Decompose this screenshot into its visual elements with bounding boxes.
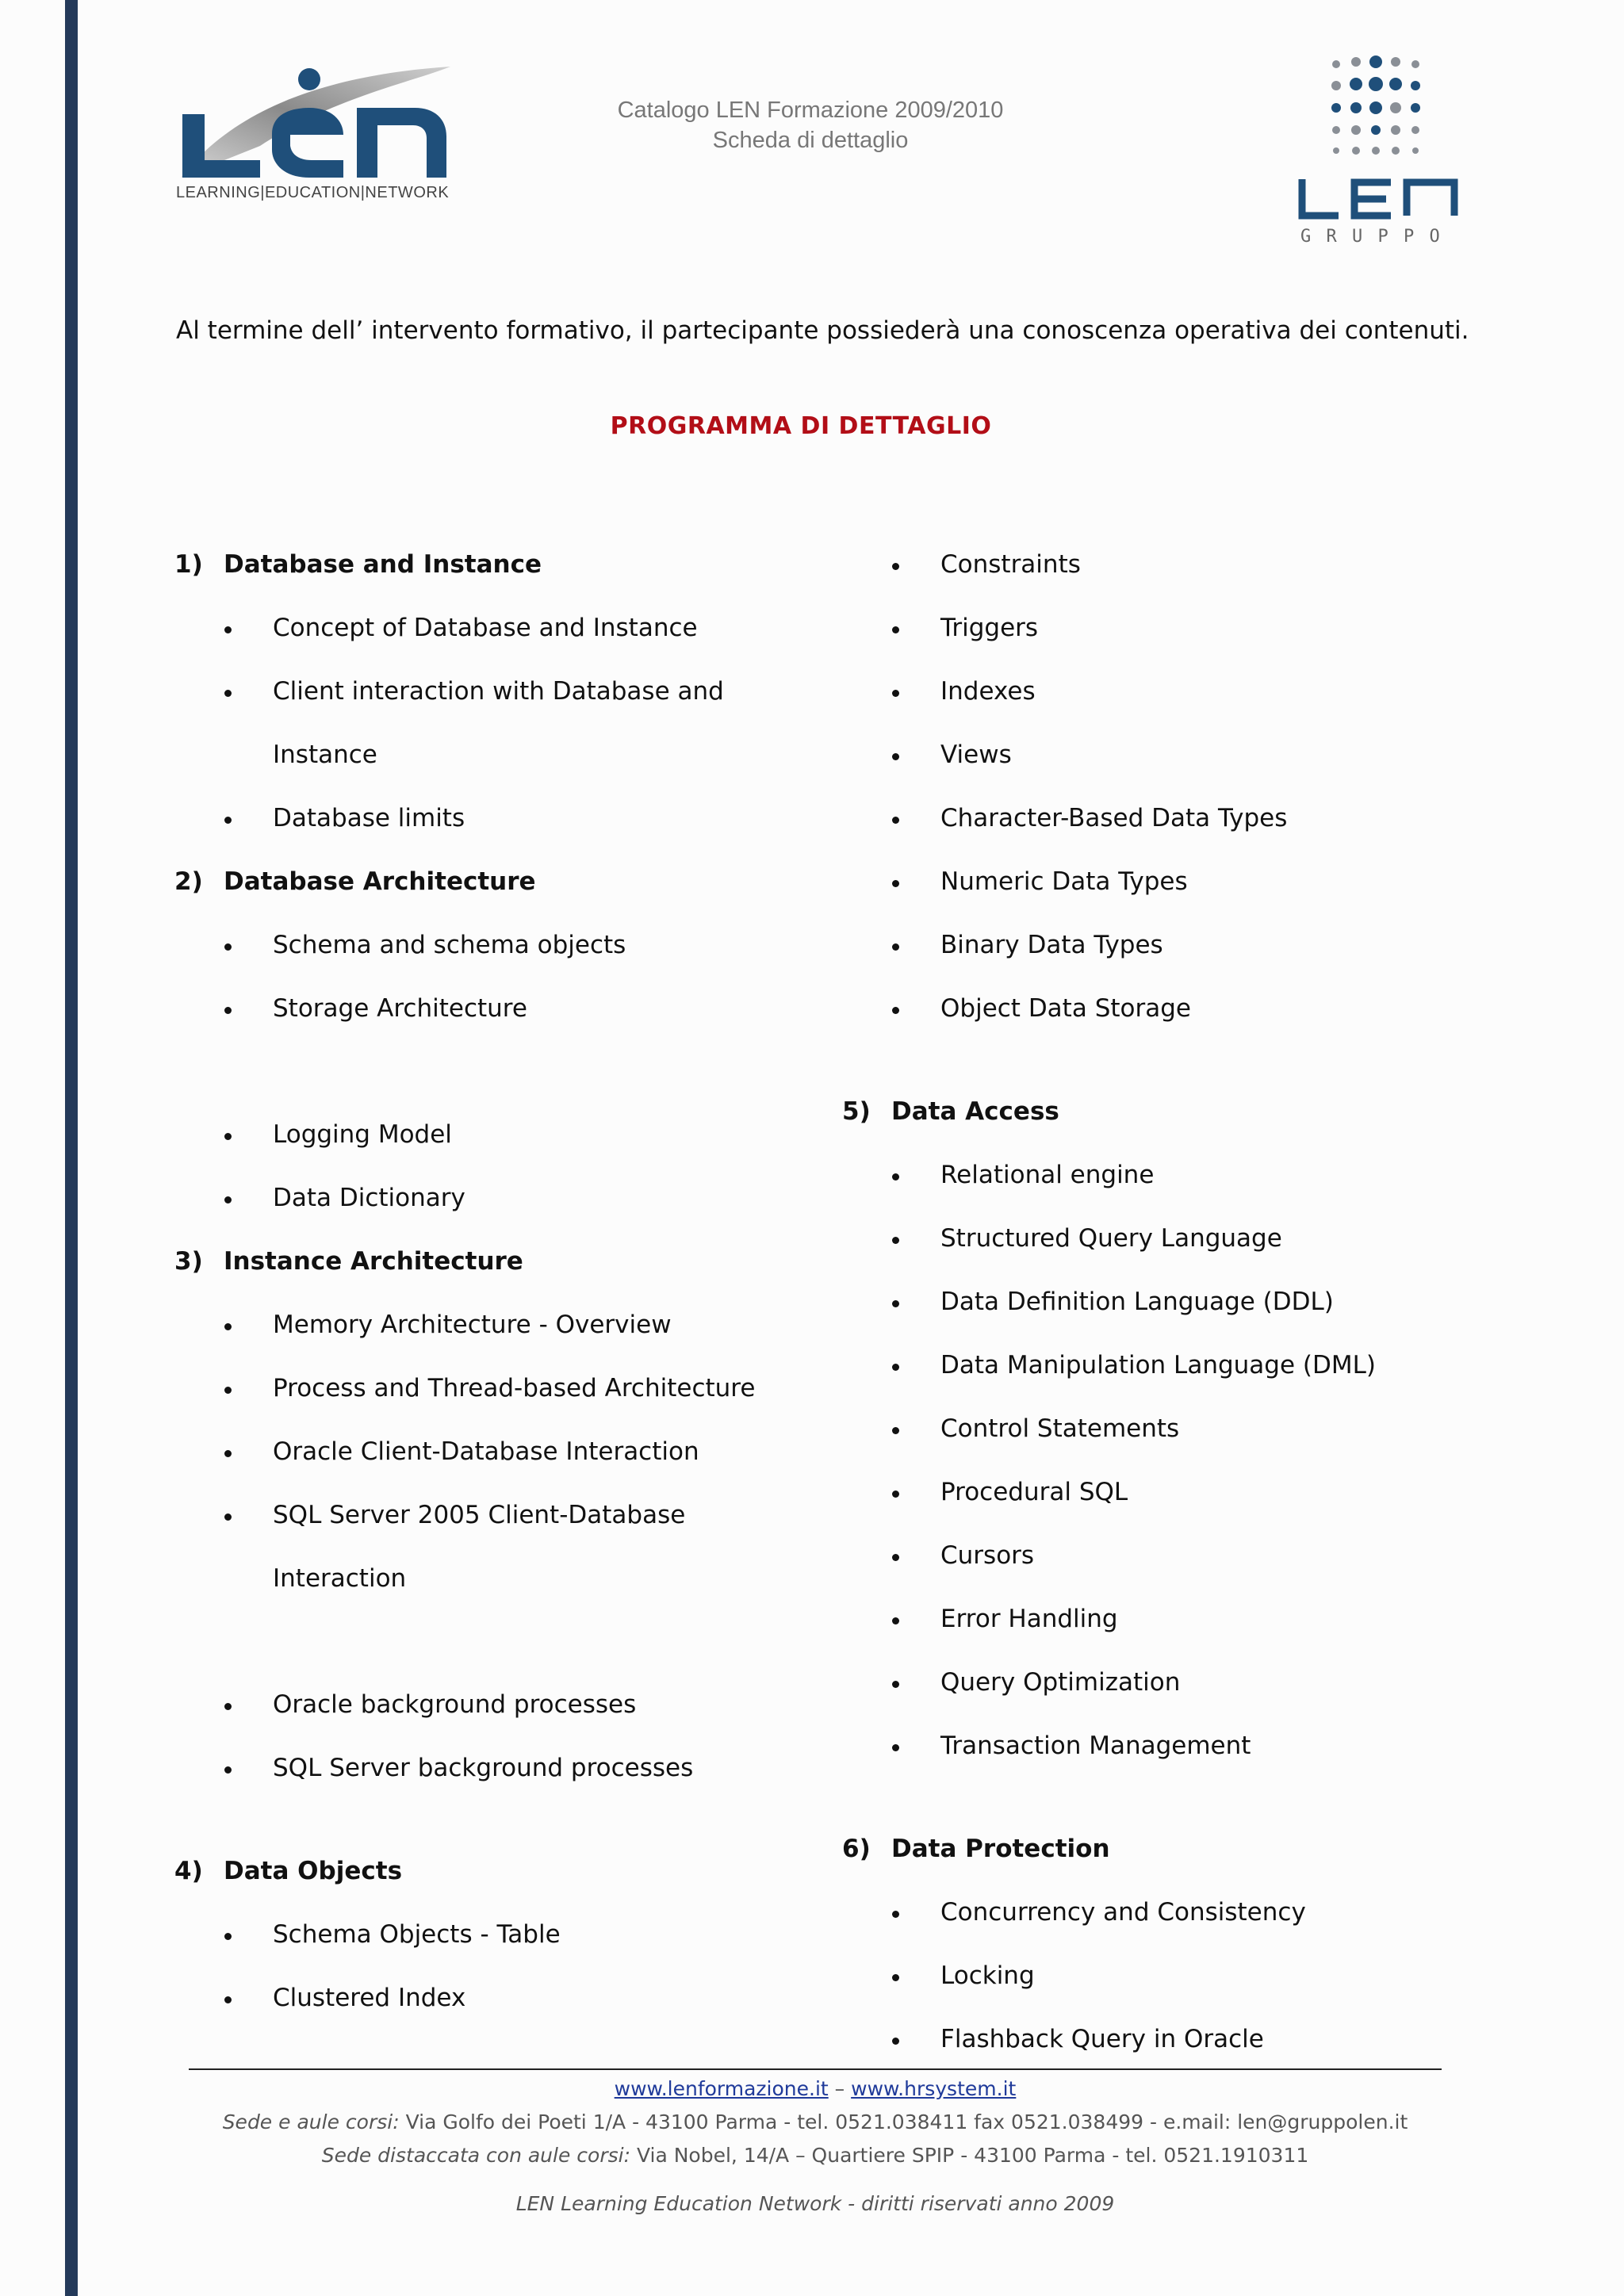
section-number: 6): [842, 1835, 871, 1863]
list-item: Procedural SQL: [940, 1478, 1128, 1506]
bullet-icon: [224, 1766, 232, 1774]
footer-address-main-text: Via Golfo dei Poeti 1/A - 43100 Parma - tel. 0521.038411 fax 0521.038499 - e.mail: len@gruppolen.it: [399, 2110, 1408, 2133]
bullet-icon: [224, 1996, 232, 2003]
list-item: Structured Query Language: [940, 1224, 1282, 1253]
bullet-icon: [224, 1933, 232, 1940]
bullet-icon: [892, 690, 899, 697]
footer-address-branch-label: Sede distaccata con aule corsi:: [321, 2144, 631, 2167]
section-number: 3): [174, 1247, 203, 1276]
bullet-icon: [224, 1387, 232, 1394]
list-item: Constraints: [940, 550, 1081, 579]
bullet-icon: [892, 753, 899, 760]
list-item: Oracle background processes: [273, 1690, 637, 1719]
list-item: Database limits: [273, 804, 465, 832]
bullet-icon: [224, 1703, 232, 1710]
list-item: Cursors: [940, 1541, 1035, 1570]
footer-address-main-label: Sede e aule corsi:: [222, 2110, 400, 2133]
list-item: Client interaction with Database and: [273, 677, 724, 706]
section-number: 4): [174, 1857, 203, 1885]
list-item: SQL Server 2005 Client-Database: [273, 1501, 686, 1529]
footer-link-hrsystem[interactable]: www.hrsystem.it: [851, 2077, 1017, 2100]
footer-links: [0, 2076, 1624, 2103]
list-item: Triggers: [940, 614, 1039, 642]
bullet-icon: [892, 1300, 899, 1307]
footer-link-separator: –: [834, 2077, 845, 2100]
list-item: Storage Architecture: [273, 994, 527, 1023]
section-heading: Data Access: [891, 1097, 1059, 1126]
footer-address-branch-text: Via Nobel, 14/A – Quartiere SPIP - 43100 Parma - tel. 0521.1910311: [630, 2144, 1309, 2167]
list-item: Schema and schema objects: [273, 931, 626, 959]
bullet-icon: [892, 943, 899, 951]
header-title-line2: Scheda di dettaglio: [712, 128, 909, 153]
bullet-icon: [892, 626, 899, 633]
bullet-icon: [892, 1974, 899, 1981]
section-number: 5): [842, 1097, 871, 1126]
bullet-icon: [892, 1490, 899, 1498]
list-item: Clustered Index: [273, 1984, 466, 2012]
bullet-icon: [224, 690, 232, 697]
header-title-line1: Catalogo LEN Formazione 2009/2010: [617, 98, 1004, 123]
bullet-icon: [224, 1323, 232, 1330]
bullet-icon: [892, 1364, 899, 1371]
list-item: Data Manipulation Language (DML): [940, 1351, 1376, 1380]
bullet-icon: [224, 1133, 232, 1140]
bullet-icon: [224, 1513, 232, 1521]
list-item: Concept of Database and Instance: [273, 614, 698, 642]
list-item: Process and Thread-based Architecture: [273, 1374, 756, 1402]
list-item: Transaction Management: [940, 1732, 1251, 1760]
len-gruppo-logo: [1293, 52, 1475, 255]
section-title: PROGRAMMA DI DETTAGLIO: [610, 412, 992, 440]
section-heading: Instance Architecture: [224, 1247, 523, 1276]
list-item: Error Handling: [940, 1605, 1118, 1633]
bullet-icon: [892, 1911, 899, 1918]
list-item: Indexes: [940, 677, 1036, 706]
list-item-continuation: Instance: [273, 740, 377, 769]
list-item: SQL Server background processes: [273, 1754, 694, 1782]
bullet-icon: [224, 1196, 232, 1203]
footer-address-branch: [0, 2142, 1624, 2169]
bullet-icon: [892, 880, 899, 887]
bullet-icon: [224, 943, 232, 951]
list-item: Object Data Storage: [940, 994, 1191, 1023]
bullet-icon: [892, 2038, 899, 2045]
bullet-icon: [892, 1681, 899, 1688]
list-item: Locking: [940, 1961, 1035, 1990]
section-number: 2): [174, 867, 203, 896]
footer-rule: [189, 2068, 1442, 2070]
list-item-continuation: Interaction: [273, 1564, 407, 1593]
section-heading: Data Protection: [891, 1835, 1110, 1863]
list-item: Logging Model: [273, 1120, 452, 1149]
list-item: Character-Based Data Types: [940, 804, 1288, 832]
bullet-icon: [224, 817, 232, 824]
list-item: Control Statements: [940, 1414, 1180, 1443]
list-item: Relational engine: [940, 1161, 1155, 1189]
bullet-icon: [892, 817, 899, 824]
list-item: Memory Architecture - Overview: [273, 1311, 672, 1339]
bullet-icon: [224, 626, 232, 633]
footer-copyright: LEN Learning Education Network - diritti riservati anno 2009: [515, 2192, 1115, 2215]
bullet-icon: [892, 1617, 899, 1624]
len-gruppo-subtitle: G R U P P O: [1300, 227, 1442, 247]
len-logo-tagline: LEARNING|EDUCATION|NETWORK: [176, 184, 450, 201]
bullet-icon: [892, 1554, 899, 1561]
bullet-icon: [892, 1744, 899, 1751]
bullet-icon: [224, 1007, 232, 1014]
list-item: Binary Data Types: [940, 931, 1163, 959]
bullet-icon: [892, 1007, 899, 1014]
list-item: Concurrency and Consistency: [940, 1898, 1306, 1927]
bullet-icon: [892, 563, 899, 570]
bullet-icon: [224, 1450, 232, 1457]
section-number: 1): [174, 550, 203, 579]
len-gruppo-logo-graphic: [1293, 52, 1475, 255]
list-item: Data Definition Language (DDL): [940, 1288, 1334, 1316]
bullet-icon: [892, 1427, 899, 1434]
page-side-bar: [65, 0, 78, 2296]
list-item: Numeric Data Types: [940, 867, 1188, 896]
bullet-icon: [892, 1173, 899, 1181]
bullet-icon: [892, 1237, 899, 1244]
footer-link-lenformazione[interactable]: www.lenformazione.it: [614, 2077, 829, 2100]
intro-text: Al termine dell’ intervento formativo, il partecipante possiederà una conoscenza operativa dei contenuti.: [176, 316, 1469, 345]
list-item: Views: [940, 740, 1012, 769]
section-heading: Database and Instance: [224, 550, 542, 579]
list-item: Query Optimization: [940, 1668, 1181, 1697]
list-item: Flashback Query in Oracle: [940, 2025, 1264, 2053]
list-item: Schema Objects - Table: [273, 1920, 561, 1949]
list-item: Oracle Client-Database Interaction: [273, 1437, 699, 1466]
section-heading: Data Objects: [224, 1857, 403, 1885]
footer-address-main: [0, 2109, 1624, 2136]
list-item: Data Dictionary: [273, 1184, 465, 1212]
section-heading: Database Architecture: [224, 867, 536, 896]
